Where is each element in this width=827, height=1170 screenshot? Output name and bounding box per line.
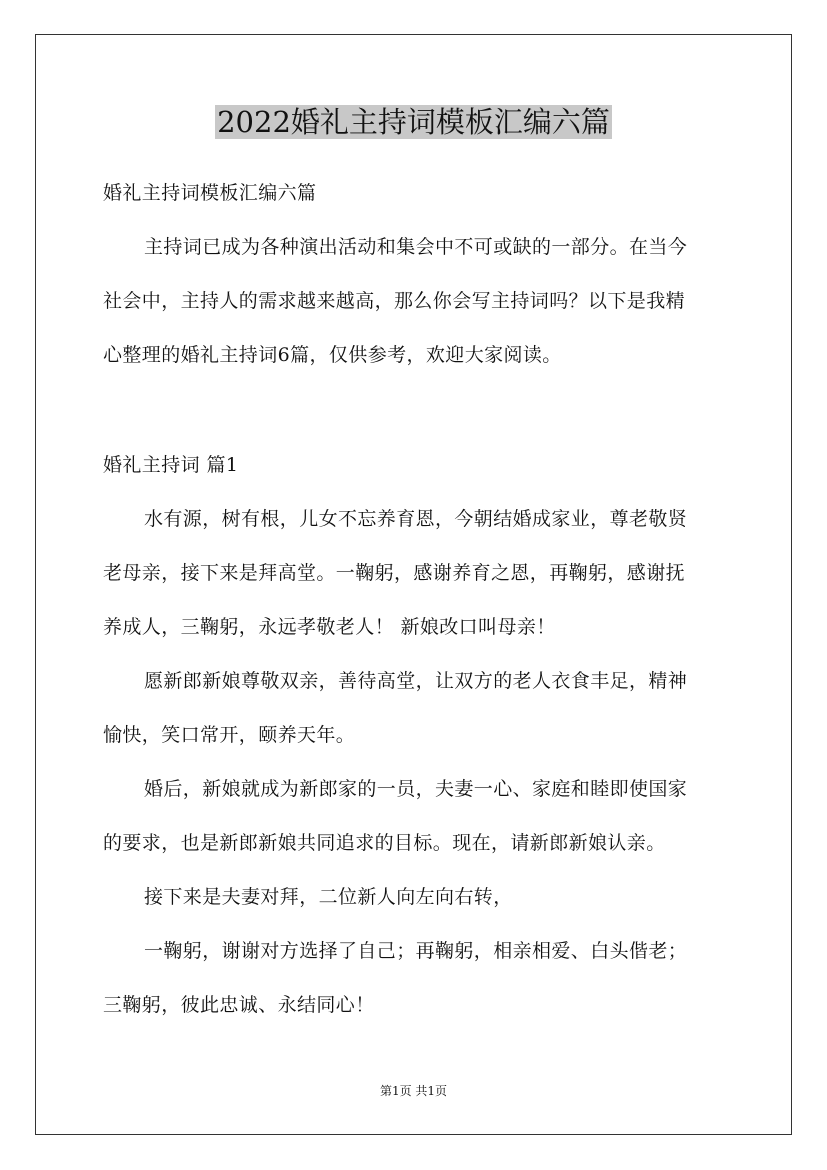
body-line-3: 养成人，三鞠躬，永远孝敬老人！ 新娘改口叫母亲！: [103, 616, 556, 638]
body-line-1: 水有源，树有根，儿女不忘养育恩，今朝结婚成家业，尊老敬贤: [144, 508, 688, 530]
body-line-4: 愿新郎新娘尊敬双亲，善待高堂，让双方的老人衣食丰足，精神: [144, 670, 688, 692]
body-line-9: 一鞠躬，谢谢对方选择了自己；再鞠躬，相亲相爱、白头偕老；: [144, 940, 688, 962]
body-line-6: 婚后，新娘就成为新郎家的一员，夫妻一心、家庭和睦即使国家: [144, 778, 688, 800]
document-title-text: 2022婚礼主持词模板汇编六篇: [217, 105, 610, 139]
section-heading: 婚礼主持词 篇1: [103, 454, 239, 476]
body-line-5: 愉快，笑口常开，颐养天年。: [103, 724, 356, 746]
document-subtitle: 婚礼主持词模板汇编六篇: [103, 182, 317, 204]
body-line-8: 接下来是夫妻对拜，二位新人向左向右转，: [144, 886, 513, 908]
intro-line-2: 社会中，主持人的需求越来越高，那么你会写主持词吗？以下是我精: [103, 290, 686, 312]
intro-line-1: 主持词已成为各种演出活动和集会中不可或缺的一部分。在当今: [144, 236, 688, 258]
page-footer: 第1页 共1页: [379, 1084, 448, 1098]
body-line-2: 老母亲，接下来是拜高堂。一鞠躬，感谢养育之恩，再鞠躬，感谢抚: [103, 562, 686, 584]
body-line-10: 三鞠躬，彼此忠诚、永结同心！: [103, 994, 375, 1016]
document-title: [0, 102, 827, 142]
body-line-7: 的要求，也是新郎新娘共同追求的目标。现在，请新郎新娘认亲。: [103, 832, 666, 854]
intro-line-3: 心整理的婚礼主持词6篇，仅供参考，欢迎大家阅读。: [103, 344, 562, 366]
